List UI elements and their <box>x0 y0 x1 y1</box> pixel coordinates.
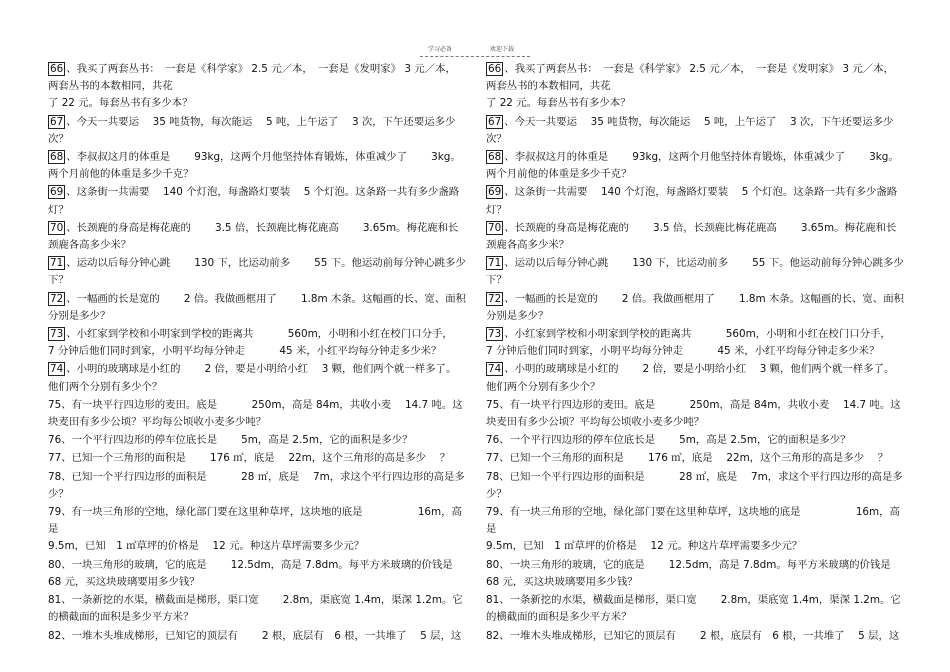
question-right-66 <box>486 61 904 113</box>
question-text: 、一个平行四边形的停车位底长是 5m，高是 2.5m，它的面积是多少？ <box>61 434 413 447</box>
question-number: 75 <box>48 398 62 411</box>
question-left-80 <box>48 557 466 591</box>
page-header <box>0 46 950 58</box>
question-text-continued: 了 22 元。每套丛书有多少本？ <box>48 97 193 110</box>
question-left-67 <box>48 114 466 148</box>
question-number: 76 <box>486 434 500 447</box>
question-number: 74 <box>488 363 502 376</box>
question-text: 、一堆木头堆成梯形，已知它的顶层有 2 根，底层有 6 根，一共堆了 5 层，这 <box>61 629 462 642</box>
question-text: 、我买了两套丛书： 一套是《科学家》 2.5 元／本， 一套是《发明家》 3 元／本，两套丛书的本数相同，共花 <box>48 63 456 93</box>
question-number: 82 <box>48 629 62 642</box>
question-text: 、小红家到学校和小明家到学校的距离共 560m，小明和小红在校门口分手， 7 分钟后他们同时到家，小明平均每分钟走 45 米，小红平均每分钟走多少米？ <box>486 328 910 358</box>
header-left-text: 学习必备 <box>428 46 453 53</box>
question-text: 、小明的玻璃球是小红的 2 倍，要是小明给小红 3 颗，他们两个就一样多了。他们两个分别有多少个？ <box>48 363 457 393</box>
question-right-80 <box>486 557 904 591</box>
question-text: 、有一块平行四边形的麦田。底是 250m，高是 84m，共收小麦 14.7 吨。这块麦田有多少公顷？平均每公顷收小麦多少吨？ <box>486 398 901 429</box>
question-text: 、一块三角形的玻璃，它的底是 12.5dm，高是 7.8dm。每平方米玻璃的价钱是 <box>499 558 891 571</box>
question-text: 、我买了两套丛书： 一套是《科学家》 2.5 元／本， 一套是《发明家》 3 元／本，两套丛书的本数相同，共花 <box>486 63 894 93</box>
question-right-78 <box>486 469 904 503</box>
question-text: 、一幅画的长是宽的 2 倍。我做画框用了 1.8m 木条。这幅画的长、宽、面积分别是多少？ <box>486 292 904 322</box>
question-number: 78 <box>48 470 62 483</box>
question-number: 81 <box>486 594 500 607</box>
question-text-continued: 68 元，买这块玻璃要用多少钱？ <box>486 575 638 588</box>
question-number: 76 <box>48 434 62 447</box>
question-text: 、今天一共要运 35 吨货物，每次能运 5 吨，上午运了 3 次，下午还要运多少次？ <box>486 115 894 145</box>
question-number: 69 <box>50 186 64 199</box>
question-right-77 <box>486 450 904 467</box>
question-number: 70 <box>50 221 64 234</box>
question-left-73 <box>48 326 472 360</box>
question-left-82 <box>48 628 466 645</box>
question-text-continued: 68 元，买这块玻璃要用多少钱？ <box>48 575 200 588</box>
question-number: 67 <box>488 115 502 128</box>
question-text: 、李叔叔这月的体重是 93kg，这两个月他坚持体育锻炼，体重减少了 3kg。两个月前他的体重是多少千克？ <box>486 151 899 181</box>
question-text: 、一块三角形的玻璃，它的底是 12.5dm，高是 7.8dm。每平方米玻璃的价钱是 <box>61 558 453 571</box>
question-text-continued: 了 22 元。每套丛书有多少本？ <box>486 97 631 110</box>
question-number: 72 <box>50 292 64 305</box>
header-right-text: 欢迎下载 <box>490 46 515 53</box>
question-text: 、运动以后每分钟心跳 130 下，比运动前多 55 下。他运动前每分钟心跳多少下？ <box>486 257 904 287</box>
question-text: 、一条新挖的水渠，横截面是梯形，渠口宽 2.8m，渠底宽 1.4m，渠深 1.2m。它的横截面的面积是多少平方米？ <box>486 594 901 624</box>
question-text: 、已知一个三角形的面积是 176 ㎡，底是 22m，这个三角形的高是多少 ？ <box>499 452 889 465</box>
question-right-71 <box>486 255 904 289</box>
question-number: 80 <box>48 558 62 571</box>
question-number: 82 <box>486 629 500 642</box>
question-number: 81 <box>48 594 62 607</box>
question-left-72 <box>48 291 466 325</box>
question-number: 68 <box>50 151 64 164</box>
question-number: 75 <box>486 398 500 411</box>
question-text: 、一幅画的长是宽的 2 倍。我做画框用了 1.8m 木条。这幅画的长、宽、面积分别是多少？ <box>48 292 466 322</box>
question-left-77 <box>48 450 466 467</box>
question-text-continued: 9.5m，已知 1 ㎡草坪的价格是 12 元。种这片草坪需要多少元？ <box>486 540 803 553</box>
question-number: 66 <box>50 63 64 75</box>
question-left-66 <box>48 61 466 113</box>
question-text: 、李叔叔这月的体重是 93kg，这两个月他坚持体育锻炼，体重减少了 3kg。两个月前他的体重是多少千克？ <box>48 151 461 181</box>
question-text-continued: 9.5m，已知 1 ㎡草坪的价格是 12 元。种这片草坪需要多少元？ <box>48 540 365 553</box>
right-column <box>486 61 910 646</box>
question-right-68 <box>486 149 904 183</box>
question-text: 、长颈鹿的身高是梅花鹿的 3.5 倍，长颈鹿比梅花鹿高 3.65m。梅花鹿和长颈鹿各高多少米？ <box>486 221 897 252</box>
question-right-79 <box>486 504 904 556</box>
question-text: 、这条街一共需要 140 个灯泡，每盏路灯要装 5 个灯泡。这条路一共有多少盏路灯？ <box>486 186 898 216</box>
question-text: 、已知一个平行四边形的面积是 28 ㎡，底是 7m，求这个平行四边形的高是多少？ <box>48 470 465 500</box>
question-number: 74 <box>50 363 64 376</box>
question-number: 70 <box>488 221 502 234</box>
question-number: 71 <box>488 257 502 270</box>
question-right-69 <box>486 184 904 218</box>
question-text: 、一个平行四边形的停车位底长是 5m，高是 2.5m，它的面积是多少？ <box>499 434 851 447</box>
question-left-71 <box>48 255 466 289</box>
question-text: 、有一块三角形的空地，绿化部门要在这里种草坪，这块地的底是 16m，高是 <box>486 506 900 536</box>
question-number: 73 <box>50 328 64 341</box>
question-number: 72 <box>488 292 502 305</box>
question-number: 67 <box>50 115 64 128</box>
question-left-74 <box>48 361 466 395</box>
question-number: 80 <box>486 558 500 571</box>
question-number: 78 <box>486 470 500 483</box>
question-number: 73 <box>488 328 502 341</box>
question-left-78 <box>48 469 466 503</box>
question-number: 68 <box>488 151 502 164</box>
question-right-81 <box>486 592 904 626</box>
question-right-75 <box>486 397 904 431</box>
question-text: 、已知一个三角形的面积是 176 ㎡，底是 22m，这个三角形的高是多少 ？ <box>61 452 451 465</box>
question-text: 、小红家到学校和小明家到学校的距离共 560m，小明和小红在校门口分手， 7 分钟后他们同时到家，小明平均每分钟走 45 米，小红平均每分钟走多少米？ <box>48 328 472 358</box>
question-left-76 <box>48 432 466 449</box>
question-right-70 <box>486 220 904 254</box>
question-left-75 <box>48 397 466 431</box>
question-left-79 <box>48 504 466 556</box>
question-number: 71 <box>50 257 64 270</box>
left-column <box>48 61 472 646</box>
question-left-69 <box>48 184 466 218</box>
question-number: 66 <box>488 63 502 75</box>
question-right-76 <box>486 432 904 449</box>
question-text: 、已知一个平行四边形的面积是 28 ㎡，底是 7m，求这个平行四边形的高是多少？ <box>486 470 903 500</box>
question-right-82 <box>486 628 904 645</box>
question-right-73 <box>486 326 910 360</box>
question-number: 77 <box>48 452 62 465</box>
question-text: 、小明的玻璃球是小红的 2 倍，要是小明给小红 3 颗，他们两个就一样多了。他们两个分别有多少个？ <box>486 363 895 393</box>
question-number: 79 <box>48 506 62 519</box>
question-left-68 <box>48 149 466 183</box>
question-left-70 <box>48 220 466 254</box>
question-right-67 <box>486 114 904 148</box>
question-right-74 <box>486 361 904 395</box>
question-number: 79 <box>486 506 500 519</box>
question-number: 69 <box>488 186 502 199</box>
question-text: 、一条新挖的水渠，横截面是梯形，渠口宽 2.8m，渠底宽 1.4m，渠深 1.2m。它的横截面的面积是多少平方米？ <box>48 594 463 624</box>
question-left-81 <box>48 592 466 626</box>
question-text: 、这条街一共需要 140 个灯泡，每盏路灯要装 5 个灯泡。这条路一共有多少盏路灯？ <box>48 186 460 216</box>
question-right-72 <box>486 291 904 325</box>
question-text: 、今天一共要运 35 吨货物，每次能运 5 吨，上午运了 3 次，下午还要运多少次？ <box>48 115 456 145</box>
question-text: 、运动以后每分钟心跳 130 下，比运动前多 55 下。他运动前每分钟心跳多少下？ <box>48 257 466 287</box>
question-text: 、一堆木头堆成梯形，已知它的顶层有 2 根，底层有 6 根，一共堆了 5 层，这 <box>499 629 900 642</box>
question-text: 、长颈鹿的身高是梅花鹿的 3.5 倍，长颈鹿比梅花鹿高 3.65m。梅花鹿和长颈鹿各高多少米？ <box>48 221 459 252</box>
header-divider <box>420 56 530 57</box>
question-text: 、有一块三角形的空地，绿化部门要在这里种草坪，这块地的底是 16m，高是 <box>48 506 462 536</box>
question-text: 、有一块平行四边形的麦田。底是 250m，高是 84m，共收小麦 14.7 吨。这块麦田有多少公顷？平均每公顷收小麦多少吨？ <box>48 398 463 429</box>
question-number: 77 <box>486 452 500 465</box>
